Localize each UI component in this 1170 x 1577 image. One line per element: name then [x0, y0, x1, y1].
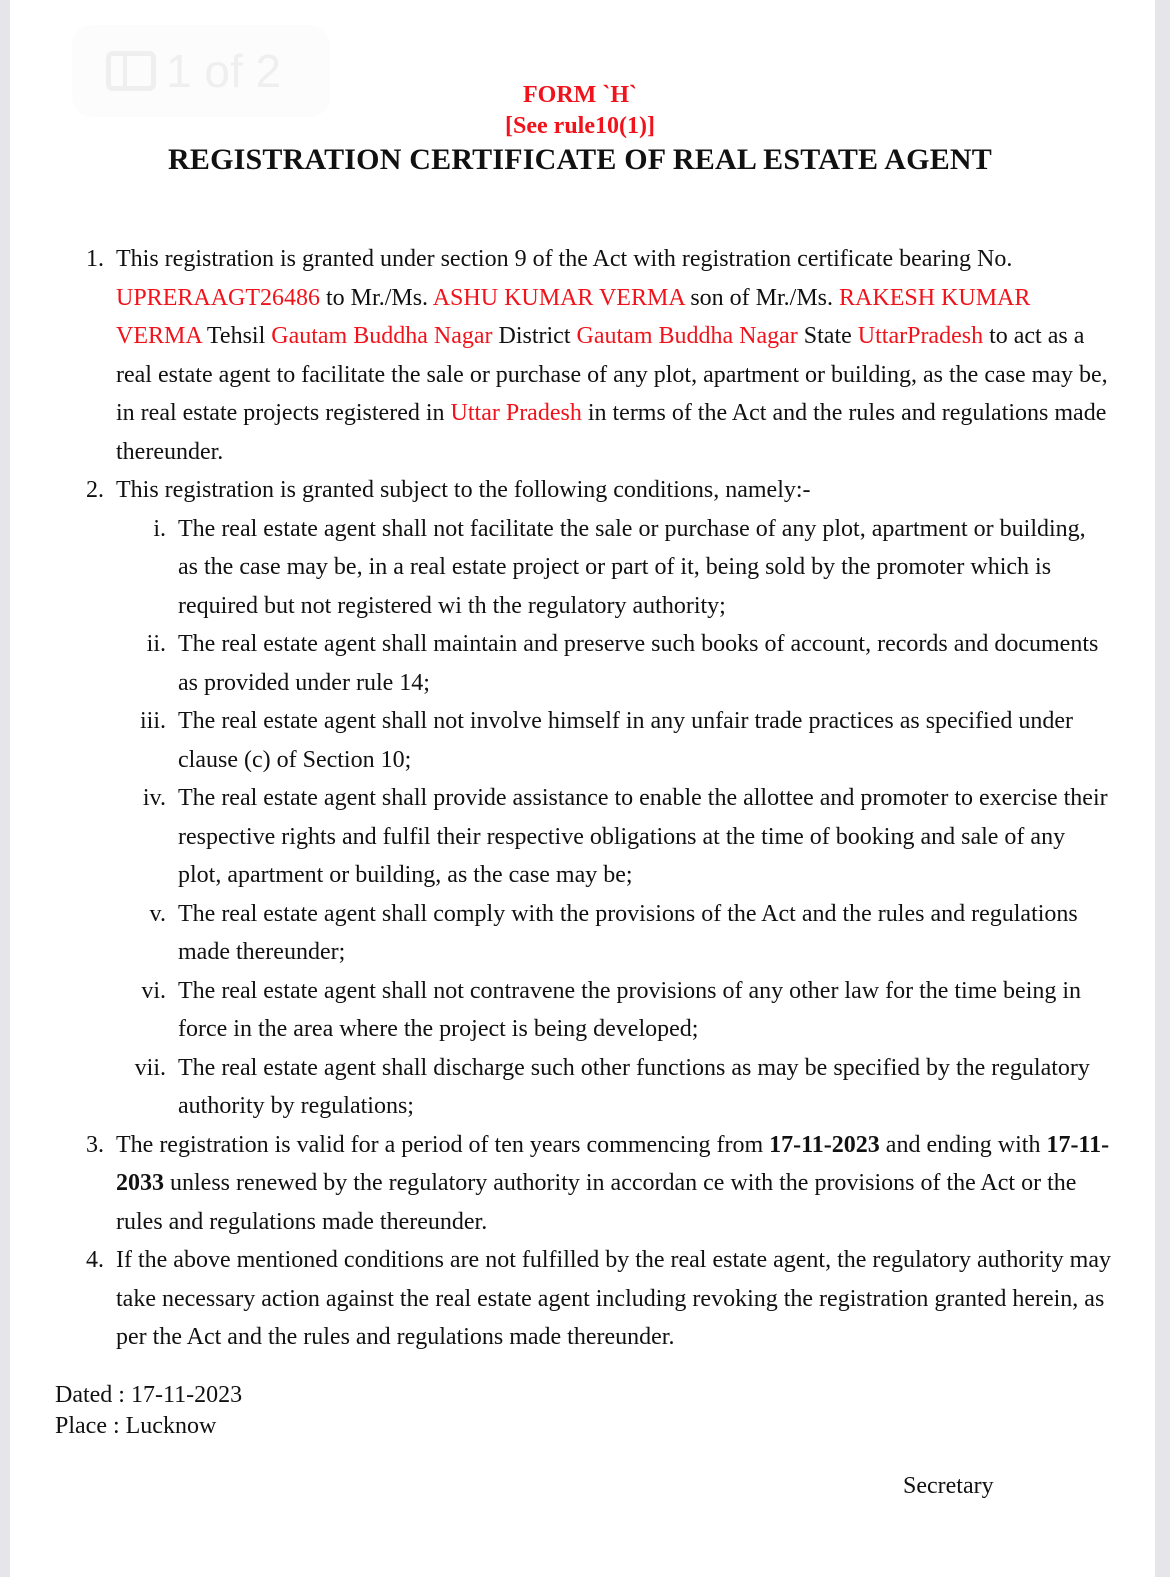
text: The registration is valid for a period of ten years commencing from: [116, 1131, 770, 1158]
clause-4: [0, 1241, 1111, 1357]
condition-number: iii.: [139, 708, 166, 734]
text: The real estate agent shall discharge such other functions as may be specified by the regulatory authority by regulations;: [178, 1054, 1090, 1119]
text: in terms of the Act and the rules and regulations made thereunder.: [116, 400, 1107, 465]
text: This registration is granted subject to the following conditions, namely:-: [116, 477, 811, 503]
condition-number: iv.: [142, 785, 166, 811]
condition: [0, 972, 1111, 1049]
signatory: Secretary: [903, 1473, 994, 1499]
text: District: [492, 323, 577, 349]
rule-reference: [See rule10(1)]: [505, 113, 655, 139]
text: If the above mentioned conditions are not fulfilled by the real estate agent, the regulatory authority may take necessary action against the real estate agent including revoking the registration granted herein, as per the Act and the rules and regulations made thereunder.: [116, 1247, 1111, 1350]
condition-number: ii.: [146, 631, 166, 657]
text: and ending with: [879, 1131, 1047, 1158]
condition: [0, 1049, 1111, 1126]
dated: Dated : 17-11-2023: [55, 1382, 243, 1408]
condition: [0, 895, 1111, 972]
clause-number: 2.: [86, 477, 104, 503]
clause-2: [0, 471, 1111, 510]
place: Place : Lucknow: [55, 1413, 217, 1439]
registration-number: UPRERAAGT26486: [116, 284, 321, 311]
condition: [0, 625, 1111, 702]
text: The real estate agent shall provide assistance to enable the allottee and promoter to exercise their respective rights and fulfil their respective obligations at the time of booking and sale of any plot, apartment or building, as the case may be;: [178, 785, 1108, 888]
text: unless renewed by the regulatory authority in accordan ce with the provisions of the Act or the rules and regulations made thereunder.: [116, 1170, 1077, 1235]
condition-number: i.: [153, 515, 166, 542]
tehsil: Gautam Buddha Nagar: [271, 323, 493, 349]
condition-number: vii.: [134, 1054, 166, 1081]
page-count: 1 of 2: [166, 45, 282, 97]
clause-number: 1.: [86, 246, 104, 272]
start-date: 17-11-2023: [769, 1131, 880, 1158]
clause-number: 3.: [86, 1131, 104, 1158]
father-name: RAKESH KUMAR VERMA: [116, 284, 1031, 349]
form-label: FORM `H`: [523, 82, 637, 108]
certificate-body: [0, 240, 1170, 1357]
clause-3: [0, 1126, 1111, 1242]
condition-number: v.: [149, 900, 166, 927]
text: Tehsil: [201, 323, 272, 349]
text: The real estate agent shall not contravene the provisions of any other law for the time being in force in the area where the project is being developed;: [178, 977, 1082, 1042]
text: The real estate agent shall maintain and preserve such books of account, records and documents as provided under rule 14;: [178, 631, 1099, 696]
state: UttarPradesh: [857, 323, 984, 349]
condition: [0, 510, 1111, 626]
clause-number: 4.: [86, 1247, 104, 1273]
condition-number: vi.: [141, 977, 166, 1004]
project-state: Uttar Pradesh: [450, 400, 582, 426]
text: The real estate agent shall not involve himself in any unfair trade practices as specified under clause (c) of Section 10;: [178, 708, 1073, 773]
agent-name: ASHU KUMAR VERMA: [432, 284, 685, 311]
text: State: [797, 323, 858, 349]
text: This registration is granted under section 9 of the Act with registration certificate bearing No.: [116, 246, 1013, 272]
text: The real estate agent shall not facilitate the sale or purchase of any plot, apartment or building, as the case may be, in a real estate project or part of it, being sold by the promoter which is required but not registered wi th the regulatory authority;: [178, 515, 1086, 619]
text: The real estate agent shall comply with the provisions of the Act and the rules and regulations made thereunder;: [178, 900, 1078, 965]
condition: [0, 702, 1111, 779]
district: Gautam Buddha Nagar: [576, 323, 798, 349]
text: to Mr./Ms.: [320, 284, 433, 311]
text: to act as a real estate agent to facilitate the sale or purchase of any plot, apartment or building, as the case may be, in real estate projects registered in: [116, 323, 1108, 426]
end-date: 17-11-2033: [116, 1131, 1110, 1196]
clause-1: [0, 240, 1111, 471]
document-title: REGISTRATION CERTIFICATE OF REAL ESTATE AGENT: [168, 143, 992, 176]
condition: [0, 779, 1111, 895]
text: son of Mr./Ms.: [684, 284, 840, 311]
